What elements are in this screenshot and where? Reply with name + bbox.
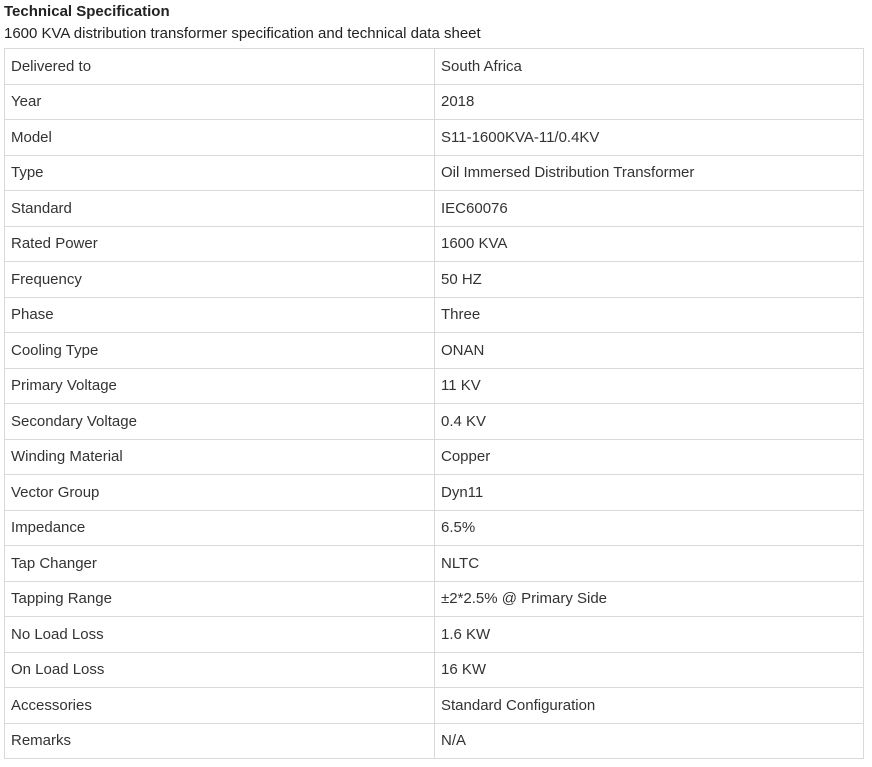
table-row (5, 688, 864, 724)
spec-label: Impedance (5, 510, 435, 546)
section-title: Technical Specification (4, 3, 170, 20)
spec-label: Primary Voltage (5, 368, 435, 404)
table-row (5, 581, 864, 617)
spec-value: IEC60076 (435, 191, 864, 227)
spec-table (4, 48, 864, 759)
spec-value: Three (435, 297, 864, 333)
spec-label: Tap Changer (5, 546, 435, 582)
spec-table-body (5, 49, 864, 759)
table-row (5, 475, 864, 511)
spec-value: South Africa (435, 49, 864, 85)
spec-value: 2018 (435, 84, 864, 120)
spec-value: 6.5% (435, 510, 864, 546)
table-row (5, 155, 864, 191)
table-row (5, 510, 864, 546)
spec-label: Remarks (5, 723, 435, 759)
spec-label: Year (5, 84, 435, 120)
spec-value: 16 KW (435, 652, 864, 688)
spec-value: Dyn11 (435, 475, 864, 511)
table-row (5, 49, 864, 85)
spec-label: Delivered to (5, 49, 435, 85)
table-row (5, 333, 864, 369)
table-row (5, 404, 864, 440)
spec-value: 50 HZ (435, 262, 864, 298)
spec-label: Phase (5, 297, 435, 333)
spec-label: Rated Power (5, 226, 435, 262)
spec-value: ±2*2.5% @ Primary Side (435, 581, 864, 617)
spec-label: No Load Loss (5, 617, 435, 653)
spec-label: Vector Group (5, 475, 435, 511)
spec-label: Type (5, 155, 435, 191)
table-row (5, 439, 864, 475)
spec-value: NLTC (435, 546, 864, 582)
table-row (5, 226, 864, 262)
spec-label: On Load Loss (5, 652, 435, 688)
table-row (5, 191, 864, 227)
spec-value: 0.4 KV (435, 404, 864, 440)
table-row (5, 262, 864, 298)
spec-label: Frequency (5, 262, 435, 298)
table-row (5, 297, 864, 333)
spec-value: N/A (435, 723, 864, 759)
spec-value: 1.6 KW (435, 617, 864, 653)
spec-value: 1600 KVA (435, 226, 864, 262)
spec-label: Standard (5, 191, 435, 227)
table-row (5, 652, 864, 688)
spec-value: S11-1600KVA-11/0.4KV (435, 120, 864, 156)
spec-value: Standard Configuration (435, 688, 864, 724)
spec-value: ONAN (435, 333, 864, 369)
table-row (5, 546, 864, 582)
spec-label: Cooling Type (5, 333, 435, 369)
table-row (5, 120, 864, 156)
spec-label: Model (5, 120, 435, 156)
table-row (5, 617, 864, 653)
table-row (5, 368, 864, 404)
spec-value: 11 KV (435, 368, 864, 404)
table-row (5, 723, 864, 759)
section-subtitle: 1600 KVA distribution transformer specification and technical data sheet (4, 25, 481, 42)
spec-label: Tapping Range (5, 581, 435, 617)
spec-label: Secondary Voltage (5, 404, 435, 440)
spec-label: Accessories (5, 688, 435, 724)
spec-label: Winding Material (5, 439, 435, 475)
spec-value: Copper (435, 439, 864, 475)
table-row (5, 84, 864, 120)
spec-value: Oil Immersed Distribution Transformer (435, 155, 864, 191)
